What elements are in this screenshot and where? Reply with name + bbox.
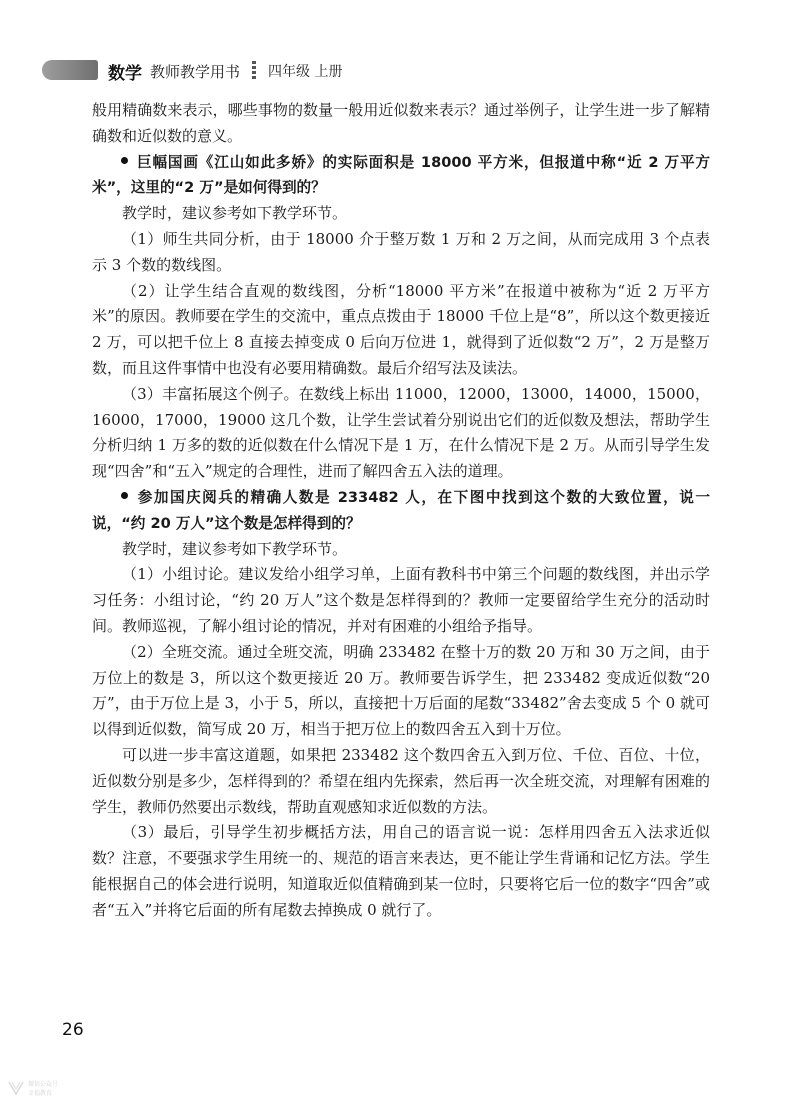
paragraph: 教学时，建议参考如下教学环节。 [122,204,348,223]
page-number: 26 [62,1020,84,1040]
paragraph: （2）让学生结合直观的数线图，分析“18000 平方米”在报道中被称为“近 2 万平方米”的原因。教师要在学生的交流中，重点点拨由于 18000 千位上是“8”，所以这个数更接近 2 万，可以把千位上 8 直接去掉变成 0 后向万位进 1，就得到了近似数“2 万”，2 万是整万数，而且这件事情中也没有必要用精确数。最后介绍写法及读法。 [92,281,710,377]
watermark-line-1: 微信公众号 [28,1081,59,1088]
header-tab-decoration [42,60,98,80]
paragraph: （1）师生共同分析，由于 18000 介于整万数 1 万和 2 万之间，从而完成用 3 个点表示 3 个数的数线图。 [92,229,710,274]
paragraph: （2）全班交流。通过全班交流，明确 233482 在整十万的数 20 万和 30 万之间，由于万位上的数是 3，所以这个数更接近 20 万。教师要告诉学生，把 233482 变成近似数“20 万”，由于万位上是 3，小于 5，所以，直接把十万后面的尾数“33482”舍去变成 5 个 0 就可以得到近似数，简写成 20 万，相当于把万位上的数四舍五入到十万位。 [92,642,710,739]
header-separator [252,61,256,81]
watermark [6,1078,88,1104]
question-heading-1 [92,150,710,202]
bullet-icon [121,492,128,499]
paragraph: （1）小组讨论。建议发给小组学习单，上面有教科书中第三个问题的数线图，并出示学习任务：小组讨论，“约 20 万人”这个数是怎样得到的？教师一定要留给学生充分的活动时间。教师巡视，了解小组讨论的情况，并对有困难的小组给予指导。 [92,565,710,635]
header-subject: 数学 [108,63,142,84]
paragraph: 教学时，建议参考如下教学环节。 [122,539,348,558]
header-grade: 四年级 上册 [268,64,343,80]
bullet-icon [121,157,128,164]
paragraph: （3）最后，引导学生初步概括方法，用自己的语言说一说：怎样用四舍五入法求近似数？注意，不要强求学生用统一的、规范的语言来表达，更不能让学生背诵和记忆方法。学生能根据自己的体会进行说明，知道取近似值精确到某一位时，只要将它后一位的数字“四舍”或者“五入”并将它后面的所有尾数去掉换成 0 就行了。 [92,823,710,919]
page-header [108,58,342,84]
paragraph: 可以进一步丰富这道题，如果把 233482 这个数四舍五入到万位、千位、百位、十位，近似数分别是多少，怎样得到的？希望在组内先探索，然后再一次全班交流，对理解有困难的学生，教师仍然要出示数线，帮助直观感知求近似数的方法。 [92,745,710,816]
paragraph: 般用精确数来表示，哪些事物的数量一般用近似数来表示？通过举例子，让学生进一步了解精确数和近似数的意义。 [92,101,710,145]
watermark-text [28,1078,88,1098]
paragraph: （3）丰富拓展这个例子。在数线上标出 11000，12000，13000，14000，15000，16000，17000，19000 这几个数，让学生尝试着分别说出它们的近似数及想法，帮助学生分析归纳 1 万多的数的近似数在什么情况下是 1 万，在什么情况下是 2 万。从而引导学生发现“四舍”和“五入”规定的合理性，进而了解四舍五入法的道理。 [92,384,710,481]
question-text: 参加国庆阅兵的精确人数是 233482 人，在下图中找到这个数的大致位置，说一说，“约 20 万人”这个数是怎样得到的？ [92,488,710,532]
watermark-logo-icon [6,1078,26,1098]
question-text: 巨幅国画《江山如此多娇》的实际面积是 18000 平方米，但报道中称“近 2 万平方米”，这里的“2 万”是如何得到的？ [92,153,710,197]
question-heading-2 [92,485,710,537]
main-text [92,98,710,924]
header-book-title: 教师教学用书 [150,62,241,81]
watermark-line-2: 幸福教育 [28,1090,53,1097]
